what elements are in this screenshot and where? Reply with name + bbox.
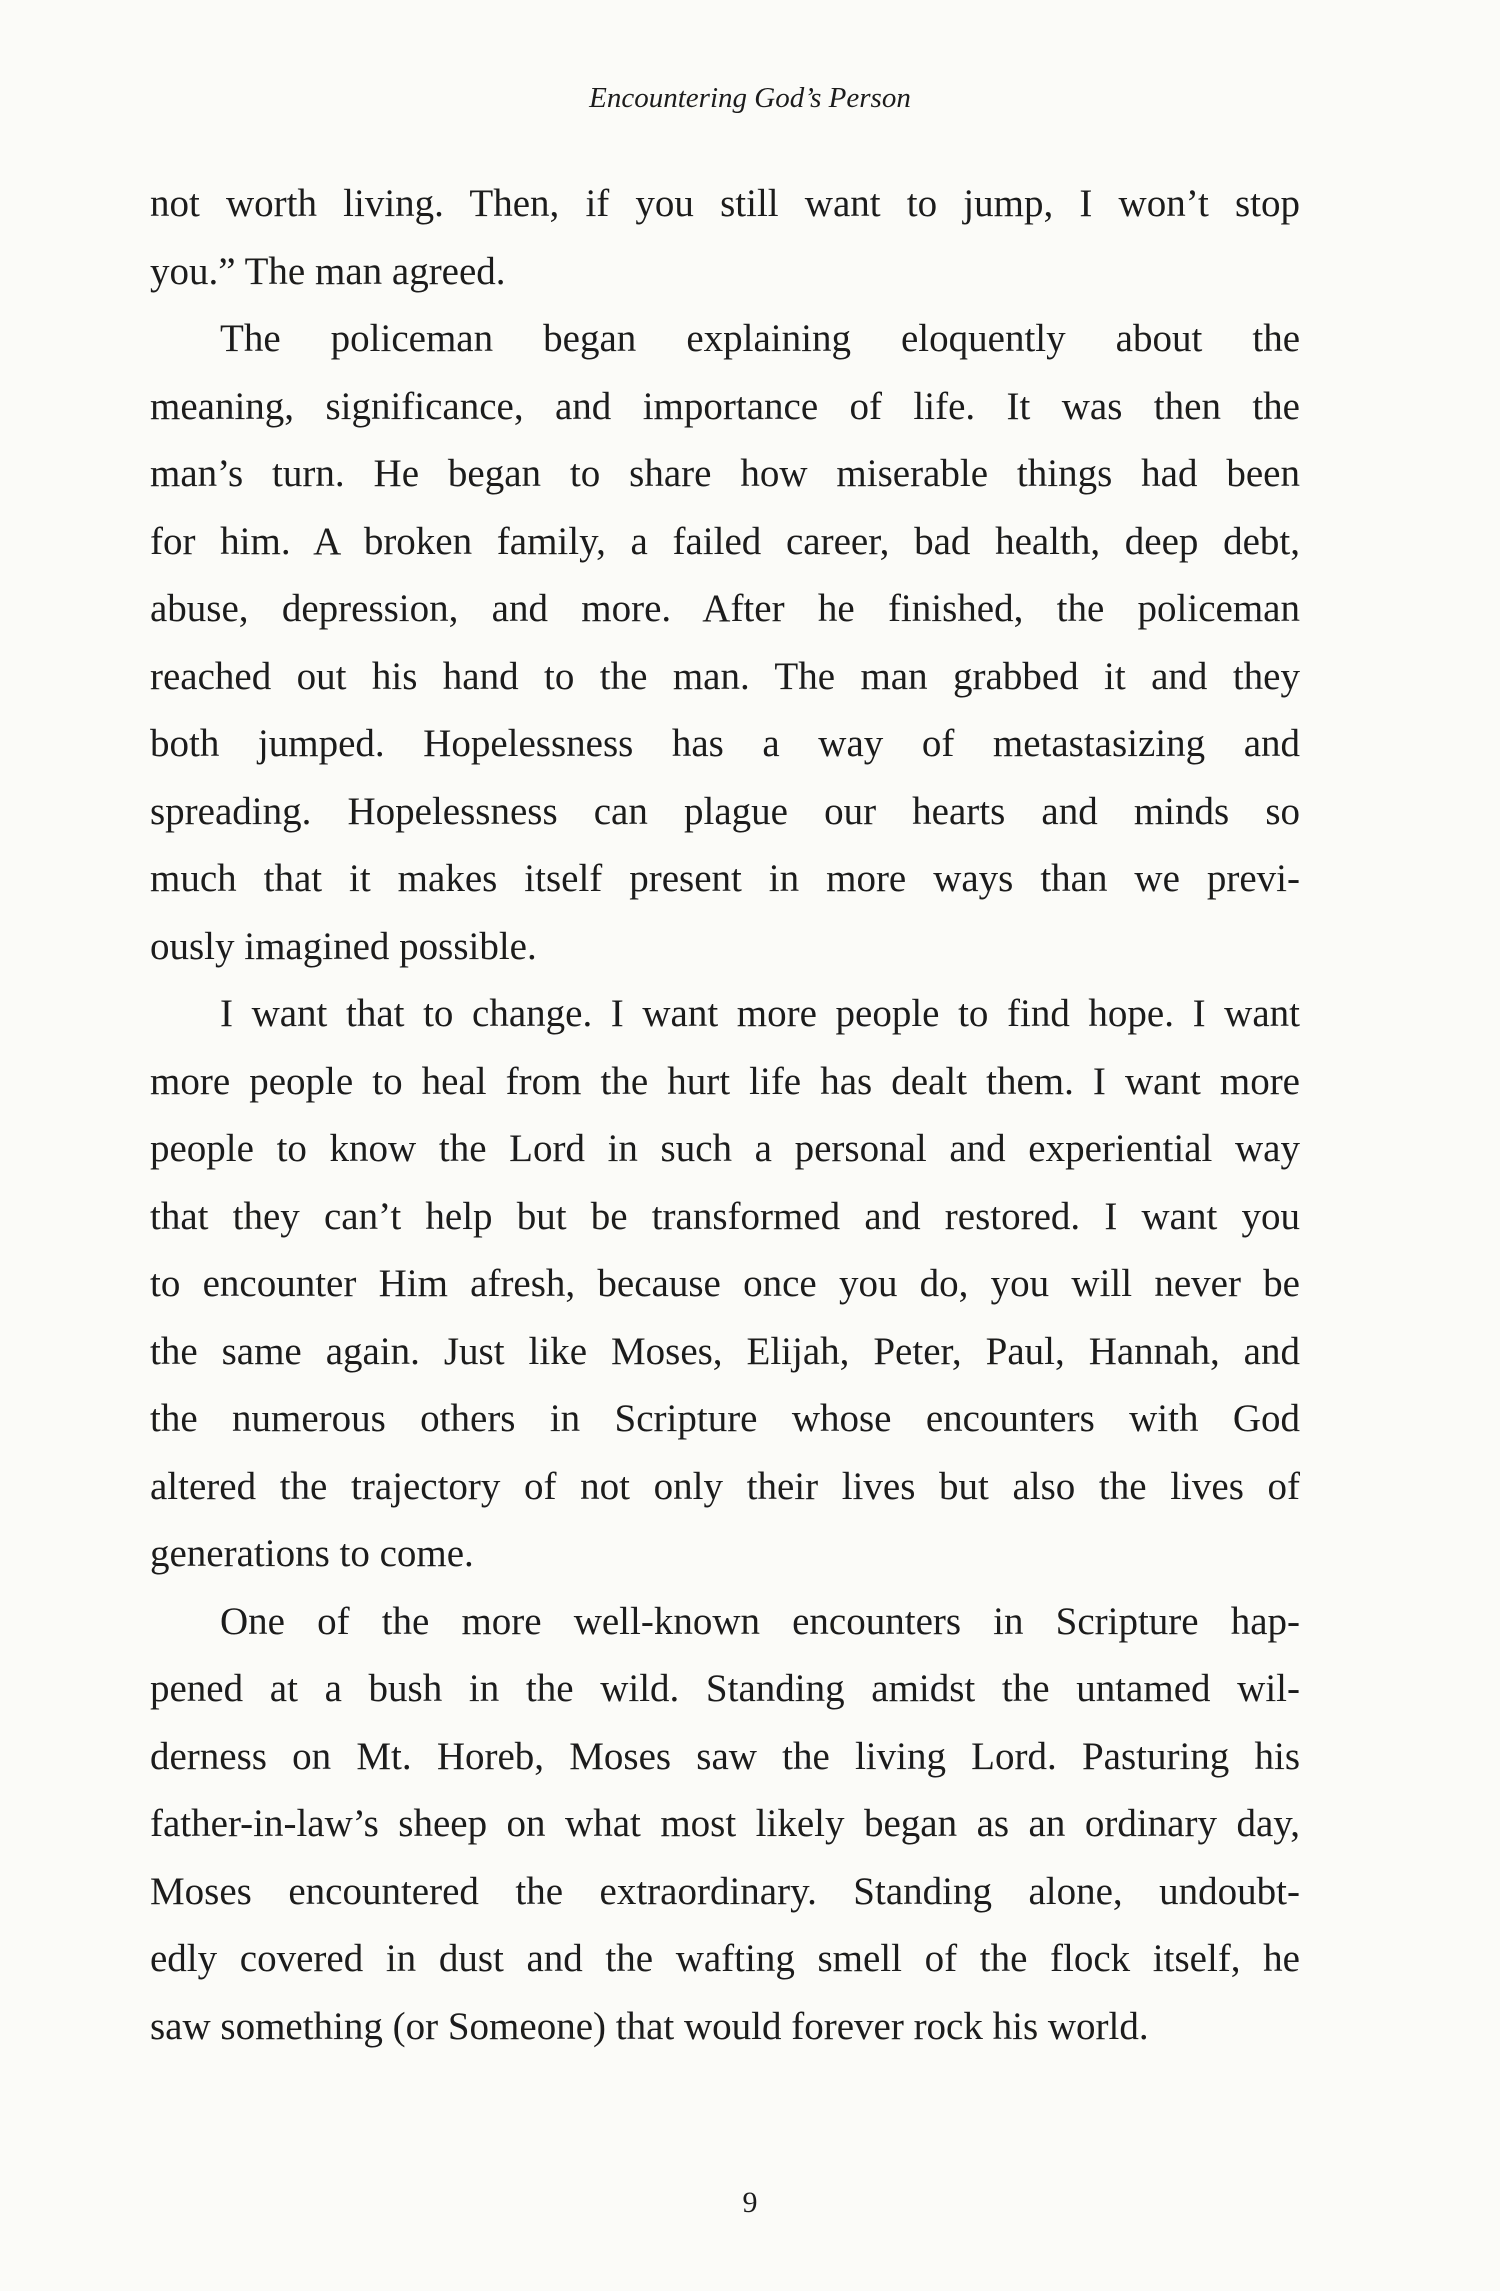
text-line: the numerous others in Scripture whose encounters with God [150,1397,1300,1440]
text-line: edly covered in dust and the wafting smell of the flock itself, he [150,1937,1300,1980]
text-line: father-in-law’s sheep on what most likely began as an ordinary day, [150,1802,1300,1845]
text-line: derness on Mt. Horeb, Moses saw the living Lord. Pasturing his [150,1734,1300,1778]
text-line: Moses encountered the extraordinary. Standing alone, undoubt- [150,1869,1300,1913]
text-line: the same again. Just like Moses, Elijah, Peter, Paul, Hannah, and [150,1329,1300,1373]
text-line: you.” The man agreed. [150,249,506,293]
text-line: ously imagined possible. [150,924,537,968]
text-line: I want that to change. I want more people to find hope. I want [220,992,1300,1035]
text-line: spreading. Hopelessness can plague our hearts and minds so [150,789,1300,833]
text-line: reached out his hand to the man. The man grabbed it and they [150,654,1300,698]
running-header: Encountering God’s Person [589,82,911,114]
page-number: 9 [742,2186,758,2219]
text-line: abuse, depression, and more. After he finished, the policeman [150,587,1300,630]
text-line: altered the trajectory of not only their lives but also the lives of [150,1464,1300,1508]
text-line: pened at a bush in the wild. Standing amidst the untamed wil- [150,1667,1300,1710]
text-line: meaning, significance, and importance of life. It was then the [150,384,1300,428]
text-line: The policeman began explaining eloquently about the [220,317,1300,360]
text-line: that they can’t help but be transformed and restored. I want you [150,1194,1300,1238]
text-line: to encounter Him afresh, because once you do, you will never be [150,1262,1300,1305]
text-line: more people to heal from the hurt life has dealt them. I want more [150,1059,1300,1103]
text-line: much that it makes itself present in more ways than we previ- [150,857,1300,900]
body-text [150,170,1300,2060]
text-line: generations to come. [150,1532,474,1575]
text-line: for him. A broken family, a failed career, bad health, deep debt, [150,519,1300,563]
text-line: both jumped. Hopelessness has a way of metastasizing and [150,722,1300,765]
text-line: people to know the Lord in such a personal and experiential way [150,1127,1300,1170]
text-line: man’s turn. He began to share how miserable things had been [150,452,1300,495]
text-line: not worth living. Then, if you still want to jump, I won’t stop [150,182,1300,225]
text-line: saw something (or Someone) that would forever rock his world. [150,2004,1149,2048]
text-line: One of the more well-known encounters in Scripture hap- [220,1599,1300,1643]
